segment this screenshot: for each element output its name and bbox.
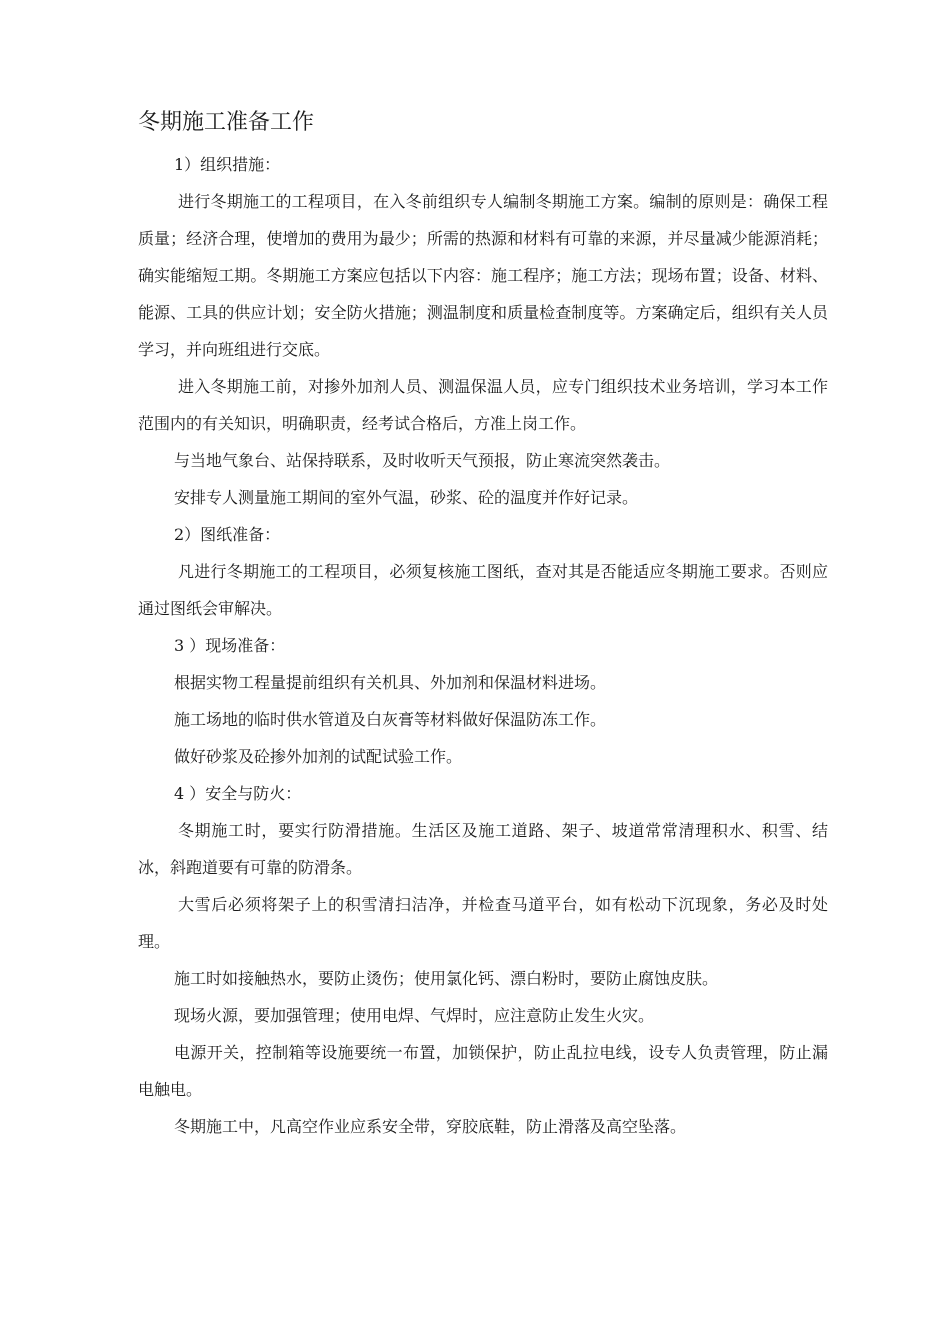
section-heading-organization: 1）组织措施： (174, 155, 281, 174)
section-heading-drawings: 2）图纸准备： (174, 525, 281, 544)
paragraph: 根据实物工程量提前组织有关机具、外加剂和保温材料进场。 (174, 673, 607, 692)
paragraph: 与当地气象台、站保持联系，及时收听天气预报，防止寒流突然袭击。 (174, 451, 671, 470)
paragraph: 进行冬期施工的工程项目，在入冬前组织专人编制冬期施工方案。编制的原则是：确保工程质量；经济合理，使增加的费用为最少；所需的热源和材料有可靠的来源，并尽量减少能源消耗；确实能缩短工期。冬期施工方案应包括以下内容：施工程序；施工方法；现场布置；设备、材料、能源、工具的供应计划；安全防火措施；测温制度和质量检查制度等。方案确定后，组织有关人员学习，并向班组进行交底。 (138, 192, 828, 359)
paragraph: 做好砂浆及砼掺外加剂的试配试验工作。 (174, 747, 463, 766)
paragraph: 施工时如接触热水，要防止烫伤；使用氯化钙、漂白粉时，要防止腐蚀皮肤。 (174, 969, 719, 988)
document-body (138, 146, 828, 1145)
paragraph: 电源开关，控制箱等设施要统一布置，加锁保护，防止乱拉电线，设专人负责管理，防止漏电触电。 (138, 1043, 828, 1099)
paragraph: 现场火源，要加强管理；使用电焊、气焊时，应注意防止发生火灾。 (174, 1006, 655, 1025)
paragraph: 安排专人测量施工期间的室外气温，砂浆、砼的温度并作好记录。 (174, 488, 639, 507)
paragraph: 大雪后必须将架子上的积雪清扫洁净，并检查马道平台，如有松动下沉现象，务必及时处理。 (138, 895, 828, 951)
document-title: 冬期施工准备工作 (138, 110, 315, 135)
paragraph: 凡进行冬期施工的工程项目，必须复核施工图纸，查对其是否能适应冬期施工要求。否则应通过图纸会审解决。 (138, 562, 828, 618)
section-heading-site: 3 ）现场准备： (174, 636, 286, 655)
paragraph: 进入冬期施工前，对掺外加剂人员、测温保温人员，应专门组织技术业务培训，学习本工作范围内的有关知识，明确职责，经考试合格后，方准上岗工作。 (138, 377, 828, 433)
paragraph: 冬期施工中，凡高空作业应系安全带，穿胶底鞋，防止滑落及高空坠落。 (174, 1117, 687, 1136)
section-heading-safety: 4 ）安全与防火： (174, 784, 302, 803)
paragraph: 冬期施工时，要实行防滑措施。生活区及施工道路、架子、坡道常常清理积水、积雪、结冰，斜跑道要有可靠的防滑条。 (138, 821, 828, 877)
paragraph: 施工场地的临时供水管道及白灰膏等材料做好保温防冻工作。 (174, 710, 607, 729)
